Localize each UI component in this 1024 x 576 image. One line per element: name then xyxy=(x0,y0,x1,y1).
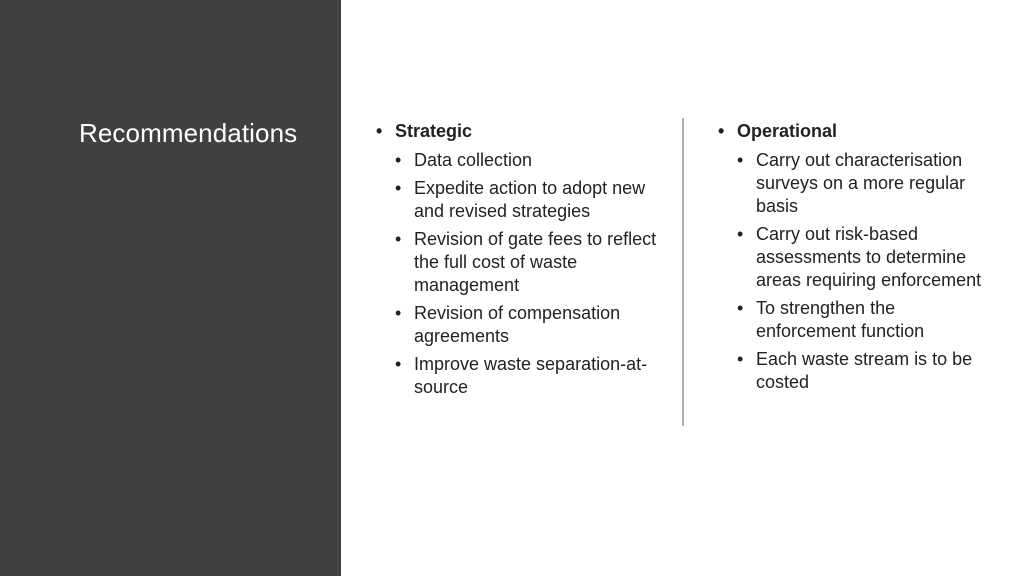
slide-title: Recommendations xyxy=(79,118,298,148)
bullet-icon: • xyxy=(737,349,744,369)
bullet-icon: • xyxy=(395,150,402,170)
list-item-text: Expedite action to adopt new and revised strategies xyxy=(414,178,646,221)
title-panel xyxy=(0,0,341,576)
bullet-icon: • xyxy=(718,121,725,141)
bullet-icon: • xyxy=(395,229,402,249)
list-item-text: Improve waste separation-at-source xyxy=(414,354,648,397)
list-item-text: Each waste stream is to be costed xyxy=(756,349,973,392)
list-item xyxy=(376,177,666,223)
list-item-text: To strengthen the enforcement function xyxy=(756,298,925,341)
bullet-icon: • xyxy=(737,224,744,244)
list-item-text: Revision of compensation agreements xyxy=(414,303,621,346)
column-divider xyxy=(682,118,684,426)
operational-heading-label: Operational xyxy=(737,121,838,141)
list-item xyxy=(718,348,988,394)
list-item xyxy=(718,149,988,218)
operational-column xyxy=(718,120,988,399)
strategic-list xyxy=(376,149,666,399)
list-item xyxy=(376,353,666,399)
list-item-text: Carry out risk-based assessments to determine areas requiring enforcement xyxy=(756,224,982,290)
operational-heading xyxy=(718,120,988,143)
list-item xyxy=(376,228,666,297)
list-item-text: Carry out characterisation surveys on a more regular basis xyxy=(756,150,966,216)
list-item xyxy=(718,297,988,343)
strategic-heading xyxy=(376,120,666,143)
operational-list xyxy=(718,149,988,394)
bullet-icon: • xyxy=(395,354,402,374)
bullet-icon: • xyxy=(395,303,402,323)
bullet-icon: • xyxy=(737,298,744,318)
list-item-text: Revision of gate fees to reflect the full cost of waste management xyxy=(414,229,657,295)
list-item-text: Data collection xyxy=(414,150,533,170)
strategic-column xyxy=(376,120,666,404)
bullet-icon: • xyxy=(395,178,402,198)
bullet-icon: • xyxy=(376,121,383,141)
list-item xyxy=(376,149,666,172)
bullet-icon: • xyxy=(737,150,744,170)
list-item xyxy=(718,223,988,292)
strategic-heading-label: Strategic xyxy=(395,121,473,141)
list-item xyxy=(376,302,666,348)
